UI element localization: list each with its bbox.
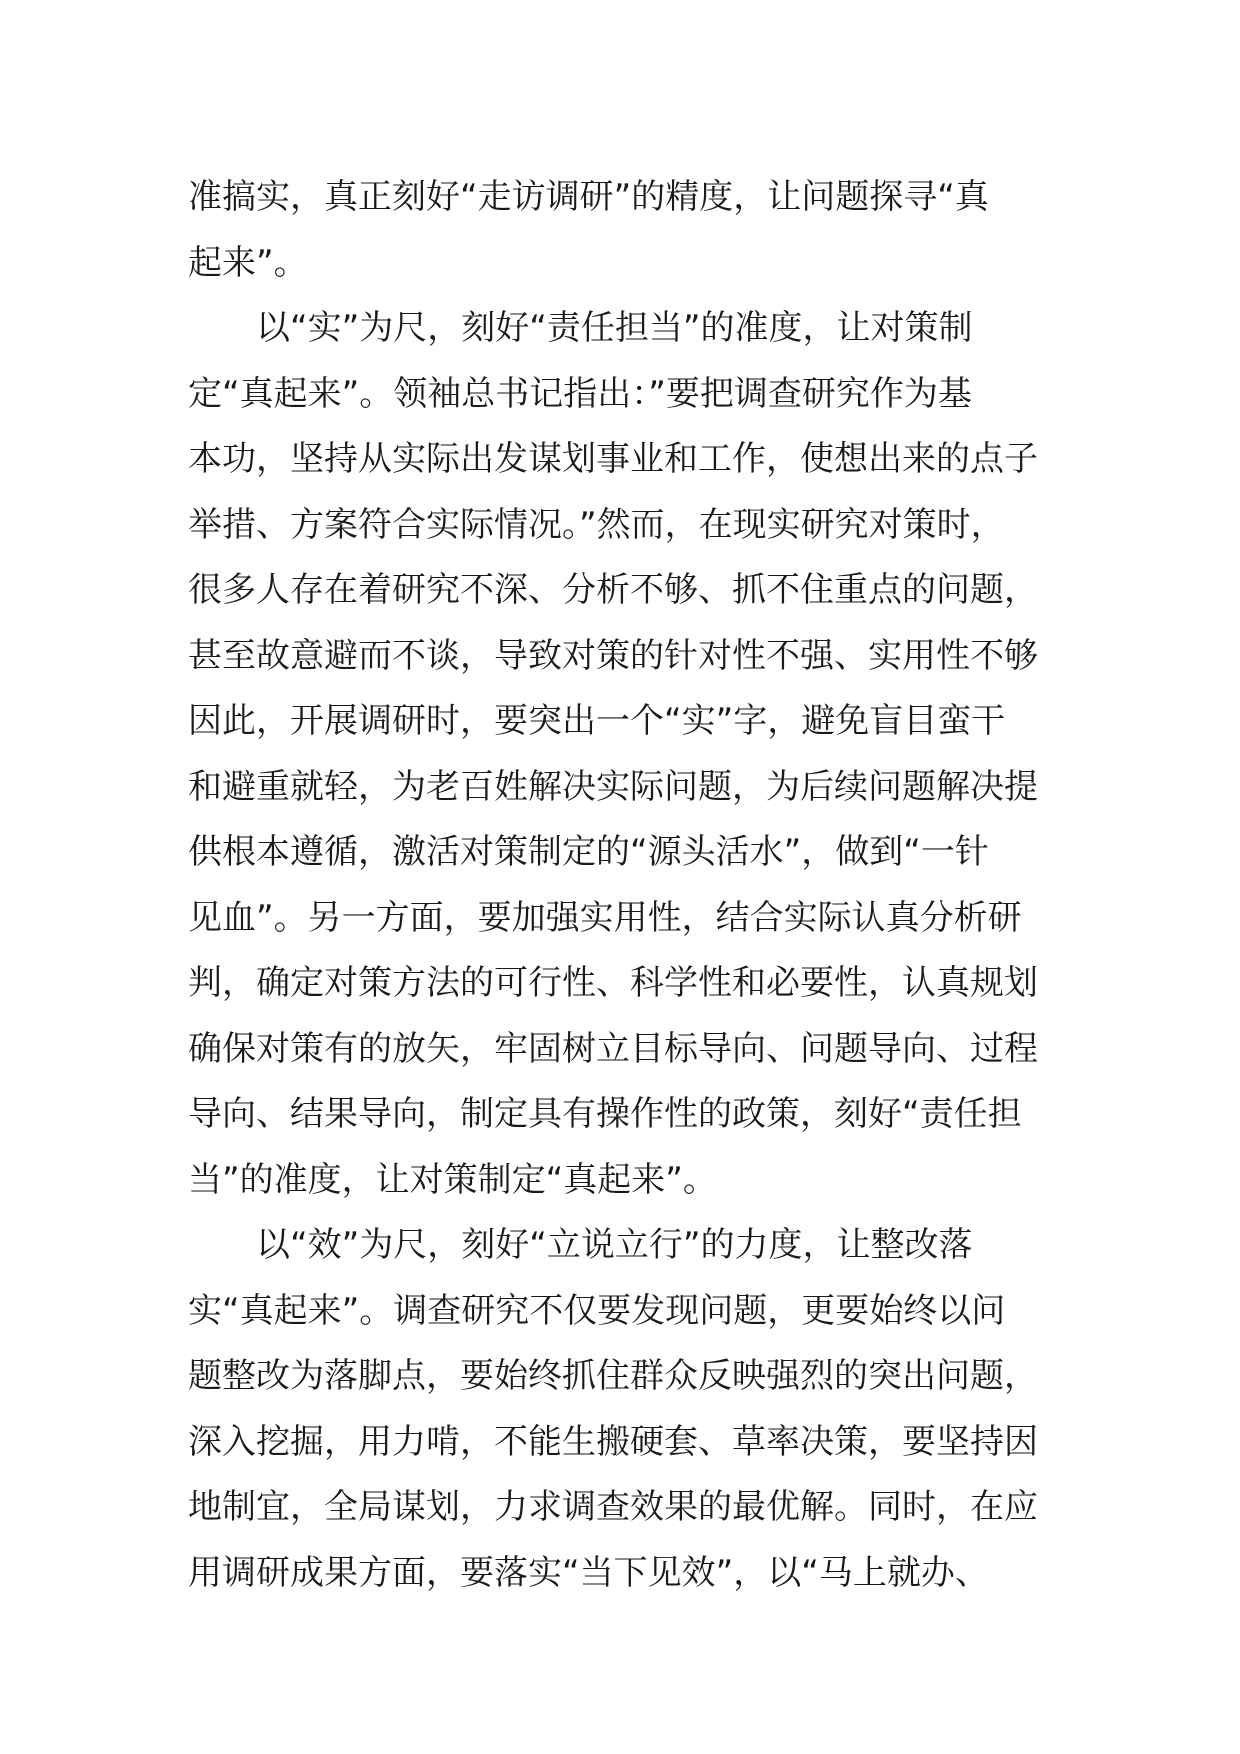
paragraph-heading-line: 以“实”为尺，刻好“责任担当”的准度，让对策制 xyxy=(256,308,973,348)
text-line: 定“真起来”。领袖总书记指出：”要把调查研究作为基 xyxy=(188,373,972,414)
text-line: 地制宜，全局谋划，力求调查效果的最优解。同时，在应 xyxy=(188,1487,1038,1527)
text-line: 甚至故意避而不谈，导致对策的针对性不强、实用性不够 xyxy=(188,635,1038,676)
text-line: 因此，开展调研时，要突出一个“实”字，避免盲目蛮干 xyxy=(188,701,1006,741)
text-line: 判，确定对策方法的可行性、科学性和必要性，认真规划 xyxy=(188,963,1038,1003)
text-line: 确保对策有的放矢，牢固树立目标导向、问题导向、过程 xyxy=(188,1028,1038,1069)
text-line: 见血”。另一方面，要加强实用性，结合实际认真分析研 xyxy=(188,897,1022,938)
text-line: 导向、结果导向，制定具有操作性的政策，刻好“责任担 xyxy=(188,1094,1022,1134)
text-line: 用调研成果方面，要落实“当下见效”，以“马上就办、 xyxy=(188,1552,989,1593)
text-line: 当”的准度，让对策制定“真起来”。 xyxy=(188,1159,717,1200)
text-line: 本功，坚持从实际出发谋划事业和工作，使想出来的点子 xyxy=(188,439,1038,479)
text-line: 和避重就轻，为老百姓解决实际问题，为后续问题解决提 xyxy=(188,766,1038,807)
text-line: 很多人存在着研究不深、分析不够、抓不住重点的问题， xyxy=(188,570,1038,610)
text-line: 供根本遵循，激活对策制定的“源头活水”，做到“一针 xyxy=(188,832,989,872)
text-line: 起来”。 xyxy=(188,242,308,283)
paragraph-heading-line: 以“效”为尺，刻好“立说立行”的力度，让整改落 xyxy=(256,1225,973,1265)
text-line: 准搞实，真正刻好“走访调研”的精度，让问题探寻“真 xyxy=(188,177,989,217)
text-line: 实“真起来”。调查研究不仅要发现问题，更要始终以问 xyxy=(188,1290,1006,1331)
text-line: 深入挖掘，用力啃，不能生搬硬套、草率决策，要坚持因 xyxy=(188,1421,1038,1462)
body-text xyxy=(188,165,1058,1606)
text-line: 举措、方案符合实际情况。”然而，在现实研究对策时， xyxy=(188,504,1005,545)
text-line: 题整改为落脚点，要始终抓住群众反映强烈的突出问题， xyxy=(188,1356,1038,1396)
